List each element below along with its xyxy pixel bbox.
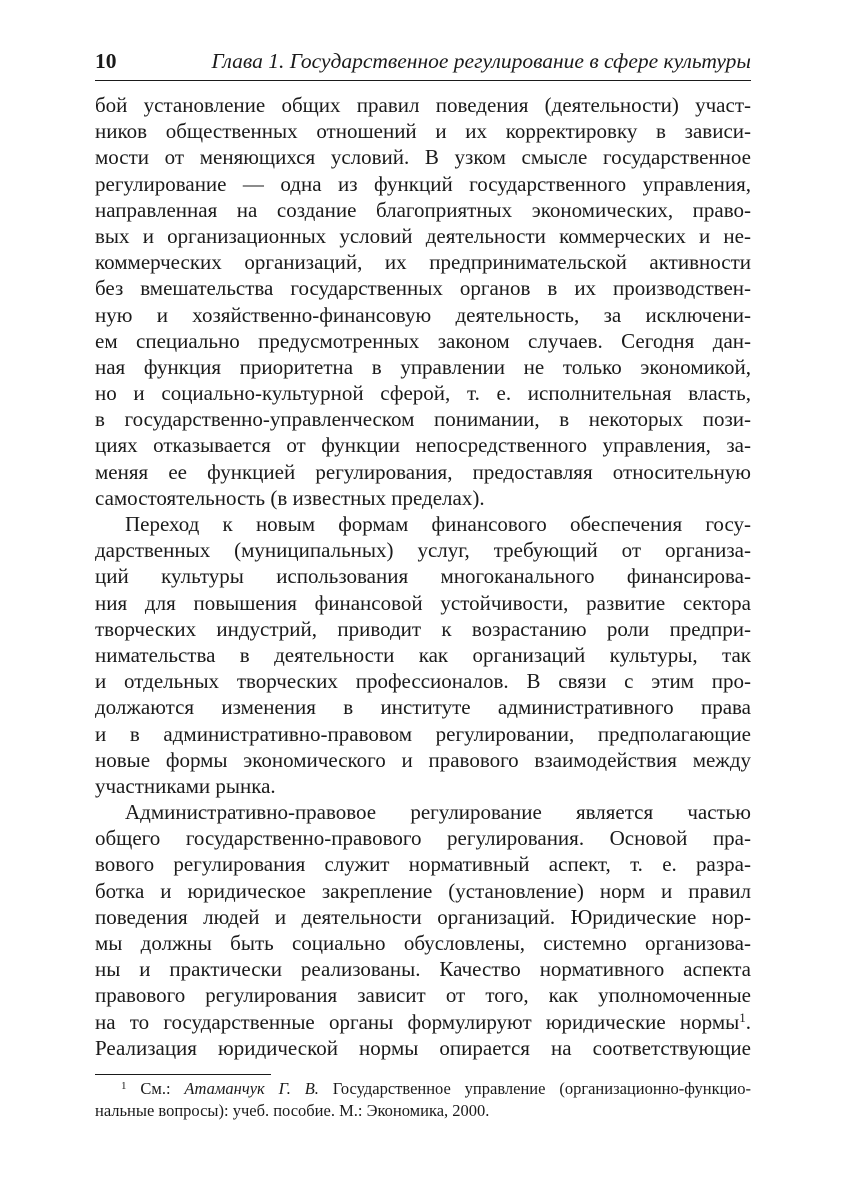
text-line: ния для повышения финансовой устойчивости, развитие сектора	[95, 590, 751, 615]
text-line: участниками рынка.	[95, 773, 276, 798]
text-line: творческих индустрий, приводит к возрастанию роли предпри-	[95, 616, 751, 641]
text-line: дарственных (муниципальных) услуг, требующий от организа-	[95, 538, 751, 563]
text-line-with-footnote	[95, 1009, 751, 1035]
text-line: правового регулирования зависит от того, как уполномоченные	[95, 983, 751, 1008]
text-line: ем специально предусмотренных законом случаев. Сегодня дан-	[95, 328, 751, 353]
text-line: ную и хозяйственно-финансовую деятельность, за исключени-	[95, 302, 751, 327]
text-line: но и социально-культурной сферой, т. е. исполнительная власть,	[95, 381, 751, 406]
text-line: вых и организационных условий деятельности коммерческих и не-	[95, 223, 751, 248]
text-line: ников общественных отношений и их корректировку в зависи-	[95, 119, 751, 144]
body-text	[95, 92, 751, 1061]
footnote-prefix: См.:	[140, 1079, 185, 1098]
text-line: бой установление общих правил поведения (деятельности) участ-	[95, 93, 751, 117]
text-line: направленная на создание благоприятных экономических, право-	[95, 197, 751, 222]
text-line: Переход к новым формам финансового обеспечения госу-	[125, 512, 751, 536]
text-line: ций культуры использования многоканального финансирова-	[95, 564, 751, 589]
text-line: поведения людей и деятельности организаций. Юридические нор-	[95, 904, 751, 929]
text-line: нимательства в деятельности как организаций культуры, так	[95, 642, 751, 667]
text-line: регулирование — одна из функций государственного управления,	[95, 171, 751, 196]
text-line: ны и практически реализованы. Качество нормативного аспекта	[95, 957, 751, 982]
text-line: и в административно-правовом регулировании, предполагающие	[95, 721, 751, 746]
footnote-author: Атаманчук Г. В.	[184, 1079, 319, 1098]
footnote-marker: 1	[121, 1080, 127, 1092]
text-segment: .	[745, 1009, 751, 1034]
running-title: Глава 1. Государственное регулирование в сфере культуры	[211, 49, 751, 73]
footnote-line: нальные вопросы): учеб. пособие. М.: Экономика, 2000.	[95, 1100, 490, 1120]
text-line: в государственно-управленческом понимании, в некоторых пози-	[95, 407, 751, 432]
text-line: вового регулирования служит нормативный аспект, т. е. разра-	[95, 852, 751, 877]
text-line: коммерческих организаций, их предпринимательской активности	[95, 250, 751, 275]
footnote	[95, 1078, 751, 1121]
footnote-rule	[95, 1074, 271, 1075]
footnote-line	[95, 1078, 751, 1100]
text-line: новые формы экономического и правового взаимодействия между	[95, 747, 751, 772]
footnote-text: Государственное управление (организационно-функцио-	[318, 1079, 752, 1098]
text-line: Реализация юридической нормы опирается на соответствующие	[95, 1035, 751, 1060]
text-line: мости от меняющихся условий. В узком смысле государственное	[95, 145, 751, 170]
text-line: общего государственно-правового регулирования. Основой пра-	[95, 826, 751, 851]
text-line: должаются изменения в институте административного права	[95, 695, 751, 720]
text-line: циях отказывается от функции непосредственного управления, за-	[95, 433, 751, 458]
text-line: ботка и юридическое закрепление (установление) норм и правил	[95, 878, 751, 903]
footnote-reference[interactable]: 1	[739, 1009, 746, 1025]
text-line: меняя ее функцией регулирования, предоставляя относительную	[95, 459, 751, 484]
header-rule	[95, 80, 751, 81]
text-line: самостоятельность (в известных пределах).	[95, 485, 485, 510]
text-segment: на то государственные органы формулируют юридические нормы	[95, 1009, 740, 1034]
text-line: ная функция приоритетна в управлении не только экономикой,	[95, 354, 751, 379]
text-line: Административно-правовое регулирование является частью	[125, 800, 751, 825]
text-line: без вмешательства государственных органов в их производствен-	[95, 276, 751, 301]
page-number: 10	[95, 49, 117, 73]
text-line: и отдельных творческих профессионалов. В связи с этим про-	[95, 669, 751, 694]
text-line: мы должны быть социально обусловлены, системно организова-	[95, 931, 751, 955]
page-header	[95, 46, 751, 76]
